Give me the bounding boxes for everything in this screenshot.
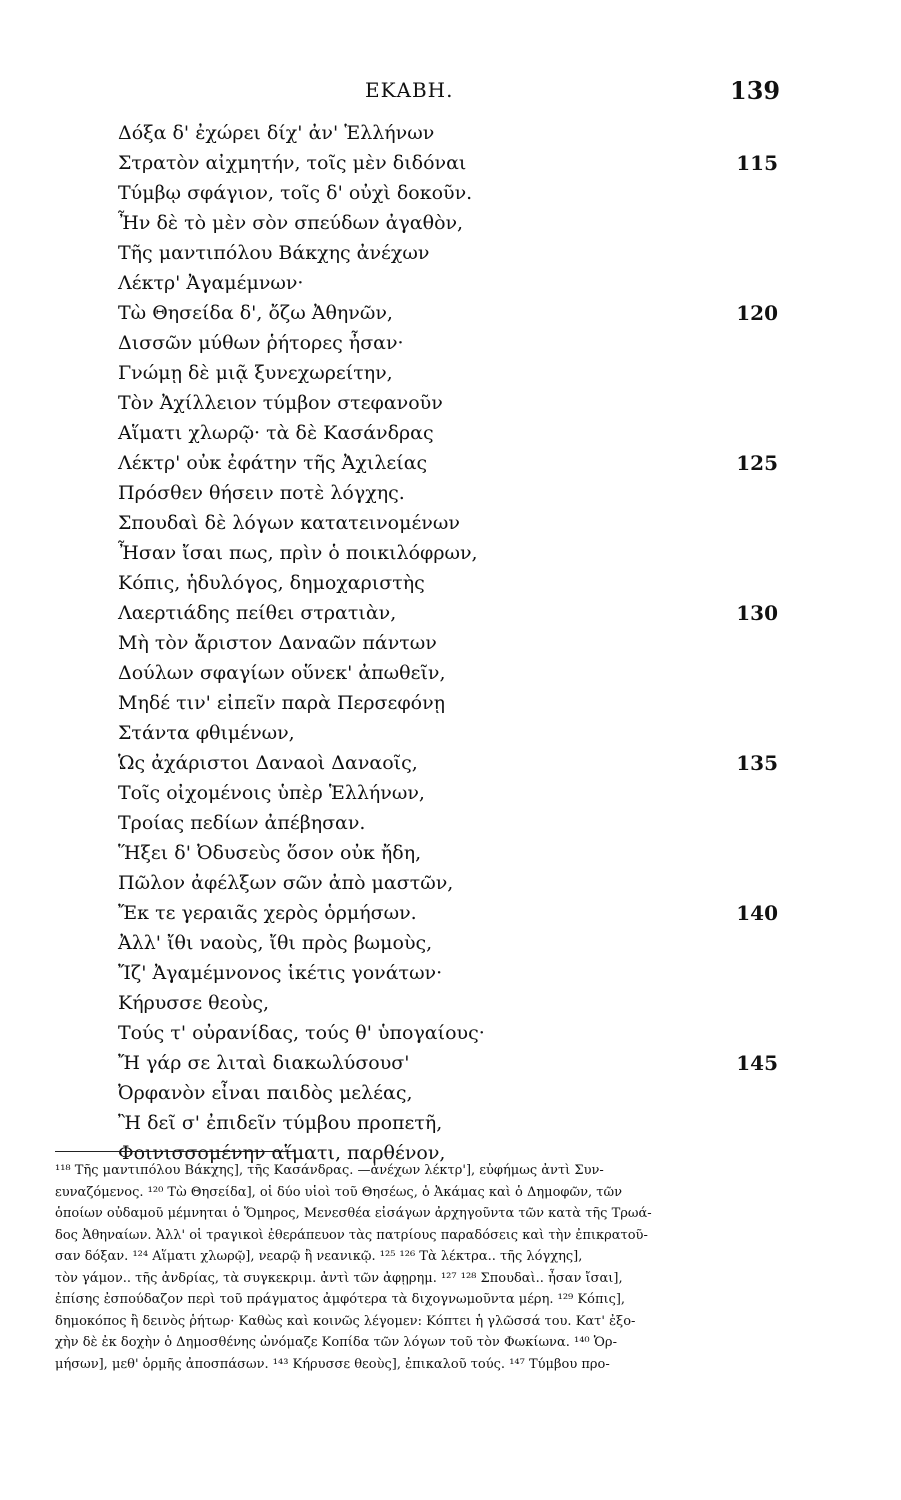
line-number: 135 bbox=[736, 751, 778, 775]
verse-line bbox=[118, 868, 778, 898]
verse-line bbox=[118, 478, 778, 508]
page-number: 139 bbox=[730, 76, 781, 105]
verse-line bbox=[118, 298, 778, 328]
verse-line-text: Λαερτιάδης πείθει στρατιὰν, bbox=[118, 602, 397, 624]
verse-line bbox=[118, 988, 778, 1018]
verse-line bbox=[118, 118, 778, 148]
verse-line bbox=[118, 328, 778, 358]
verse-line-text: Ἥξει δ' Ὀδυσεὺς ὅσον οὐκ ἤδη, bbox=[118, 842, 422, 864]
footnote-line: μήσων], μεθ' ὁρμῆς ἀποσπάσων. ¹⁴³ Κήρυσσε θεοὺς], ἐπικαλοῦ τούς. ¹⁴⁷ Τύμβου προ- bbox=[55, 1356, 610, 1372]
verse-line-text: Ἦν δὲ τὸ μὲν σὸν σπεύδων ἀγαθὸν, bbox=[118, 212, 464, 234]
verse-line-text: Ἀλλ' ἴθι ναοὺς, ἴθι πρὸς βωμοὺς, bbox=[118, 932, 433, 954]
verse-line-text: Ὀρφανὸν εἶναι παιδὸς μελέας, bbox=[118, 1082, 413, 1104]
verse-line-text: Δισσῶν μύθων ῥήτορες ἦσαν· bbox=[118, 332, 404, 354]
verse-line-text: Αἵματι χλωρῷ· τὰ δὲ Κασάνδρας bbox=[118, 422, 434, 444]
line-number: 140 bbox=[736, 901, 778, 925]
footnote-line: σαν δόξαν. ¹²⁴ Αἵματι χλωρῷ], νεαρῷ ἢ νεανικῷ. ¹²⁵ ¹²⁶ Τὰ λέκτρα.. τῆς λόγχης], bbox=[55, 1249, 583, 1264]
verse-line-text: Μὴ τὸν ἄριστον Δαναῶν πάντων bbox=[118, 632, 437, 654]
verse-line bbox=[118, 628, 778, 658]
line-number: 130 bbox=[736, 601, 778, 625]
verse-line-text: Τροίας πεδίων ἀπέβησαν. bbox=[118, 812, 366, 834]
footnote-line: τὸν γάμον.. τῆς ἀνδρίας, τὰ συγκεκριμ. ἀντὶ τῶν ἀφῃρημ. ¹²⁷ ¹²⁸ Σπουδαὶ.. ἦσαν ἴσαι], bbox=[55, 1270, 623, 1286]
line-number: 120 bbox=[736, 301, 778, 325]
verse-line-text: Φοινισσομένην αἵματι, παρθένον, bbox=[118, 1142, 446, 1164]
verse-line bbox=[118, 418, 778, 448]
verse-line-text: Λέκτρ' οὐκ ἐφάτην τῆς Ἀχιλείας bbox=[118, 452, 428, 474]
verse-line-text: Ἔκ τε γεραιᾶς χερὸς ὁρμήσων. bbox=[118, 902, 417, 924]
verse-line-text: Τούς τ' οὐρανίδας, τούς θ' ὑπογαίους· bbox=[118, 1022, 485, 1044]
verse-line bbox=[118, 268, 778, 298]
footnote-line: ευναζόμενος. ¹²⁰ Τὼ Θησείδα], οἱ δύο υἱοὶ τοῦ Θησέως, ὁ Ἀκάμας καὶ ὁ Δημοφῶν, τῶν bbox=[55, 1184, 622, 1200]
verse-line bbox=[118, 1108, 778, 1138]
verse-line-text: Τοῖς οἰχομένοις ὑπὲρ Ἑλλήνων, bbox=[118, 782, 425, 804]
verse-line bbox=[118, 508, 778, 538]
verse-line bbox=[118, 838, 778, 868]
verse-line bbox=[118, 1048, 778, 1078]
verse-line bbox=[118, 238, 778, 268]
verse-line bbox=[118, 598, 778, 628]
verse-line bbox=[118, 658, 778, 688]
footnotes-block bbox=[55, 1160, 780, 1375]
footnote-line: χὴν δὲ ἐκ δοχὴν ὁ Δημοσθένης ὠνόμαζε Κοπίδα τῶν λόγων τοῦ τὸν Φωκίωνα. ¹⁴⁰ Ὁρ- bbox=[55, 1335, 617, 1350]
verse-line-text: Τῆς μαντιπόλου Βάκχης ἀνέχων bbox=[118, 242, 430, 264]
verse-line-text: Στρατὸν αἰχμητήν, τοῖς μὲν διδόναι bbox=[118, 152, 467, 174]
footnote-line: ἐπίσης ἐσπούδαζον περὶ τοῦ πράγματος ἀμφότερα τὰ διχογνωμοῦντα μέρη. ¹²⁹ Κόπις], bbox=[55, 1292, 626, 1307]
verse-line-text: Ἴζ' Ἀγαμέμνονος ἱκέτις γονάτων· bbox=[118, 962, 443, 984]
verse-line-text: Δόξα δ' ἐχώρει δίχ' ἀν' Ἑλλήνων bbox=[118, 122, 435, 144]
verse-line bbox=[118, 688, 778, 718]
verse-line-text: Σπουδαὶ δὲ λόγων κατατεινομένων bbox=[118, 512, 460, 534]
verse-line bbox=[118, 898, 778, 928]
verse-line-text: Κόπις, ἡδυλόγος, δημοχαριστὴς bbox=[118, 572, 425, 594]
verse-line bbox=[118, 1078, 778, 1108]
verse-line bbox=[118, 148, 778, 178]
verse-line-text: Λέκτρ' Ἀγαμέμνων· bbox=[118, 272, 304, 294]
verse-line-text: Πρόσθεν θήσειν ποτὲ λόγχης. bbox=[118, 482, 405, 504]
verse-text-block bbox=[118, 118, 778, 1168]
footnote-divider bbox=[55, 1151, 295, 1152]
verse-line-text: Στάντα φθιμένων, bbox=[118, 722, 295, 744]
verse-line bbox=[118, 748, 778, 778]
line-number: 145 bbox=[736, 1051, 778, 1075]
verse-line bbox=[118, 388, 778, 418]
verse-line-text: Τὸν Ἀχίλλειον τύμβον στεφανοῦν bbox=[118, 392, 443, 414]
verse-line-text: Μηδέ τιν' εἰπεῖν παρὰ Περσεφόνῃ bbox=[118, 692, 446, 714]
verse-line bbox=[118, 778, 778, 808]
verse-line-text: Τύμβῳ σφάγιον, τοῖς δ' οὐχὶ δοκοῦν. bbox=[118, 182, 473, 204]
line-number: 125 bbox=[736, 451, 778, 475]
verse-line-text: Γνώμῃ δὲ μιᾷ ξυνεχωρείτην, bbox=[118, 362, 393, 384]
verse-line bbox=[118, 208, 778, 238]
verse-line-text: Ἤ γάρ σε λιταὶ διακωλύσουσ' bbox=[118, 1052, 410, 1074]
footnote-line: δημοκόπος ἢ δεινὸς ῥήτωρ· Καθὼς καὶ κοινῶς λέγομεν: Κόπτει ἡ γλῶσσά του. Κατ' ἐξο- bbox=[55, 1313, 636, 1329]
verse-line bbox=[118, 808, 778, 838]
verse-line-text: Τὼ Θησείδα δ', ὄζω Ἀθηνῶν, bbox=[118, 302, 393, 324]
verse-line-text: Δούλων σφαγίων οὕνεκ' ἀπωθεῖν, bbox=[118, 662, 446, 684]
verse-line bbox=[118, 718, 778, 748]
verse-line bbox=[118, 1018, 778, 1048]
verse-line bbox=[118, 448, 778, 478]
footnote-line: δος Ἀθηναίων. Ἀλλ' οἱ τραγικοὶ ἐθεράπευον τὰς πατρίους παραδόσεις καὶ τὴν ἐπικρατοῦ- bbox=[55, 1227, 648, 1243]
verse-line bbox=[118, 568, 778, 598]
footnote-line: ὁποίων οὐδαμοῦ μέμνηται ὁ Ὅμηρος, Μενεσθέα εἰσάγων ἀρχηγοῦντα τῶν κατὰ τῆς Τρωά- bbox=[55, 1206, 652, 1221]
verse-line-text: Ἦσαν ἴσαι πως, πρὶν ὁ ποικιλόφρων, bbox=[118, 542, 478, 564]
verse-line-text: Πῶλον ἀφέλξων σῶν ἀπὸ μαστῶν, bbox=[118, 872, 454, 894]
verse-line-text: Ὡς ἀχάριστοι Δαναοὶ Δαναοῖς, bbox=[118, 752, 418, 774]
verse-line-text: Ἢ δεῖ σ' ἐπιδεῖν τύμβου προπετῆ, bbox=[118, 1112, 443, 1134]
verse-line bbox=[118, 358, 778, 388]
verse-line bbox=[118, 178, 778, 208]
verse-line bbox=[118, 538, 778, 568]
line-number: 115 bbox=[736, 151, 778, 175]
running-header-title: ΕΚΑΒΗ. bbox=[365, 78, 454, 102]
verse-line bbox=[118, 958, 778, 988]
footnote-line: ¹¹⁸ Τῆς μαντιπόλου Βάκχης], τῆς Κασάνδρας. —ἀνέχων λέκτρ'], εὐφήμως ἀντὶ Συν- bbox=[55, 1163, 604, 1178]
verse-line bbox=[118, 928, 778, 958]
verse-line-text: Κήρυσσε θεοὺς, bbox=[118, 992, 270, 1014]
